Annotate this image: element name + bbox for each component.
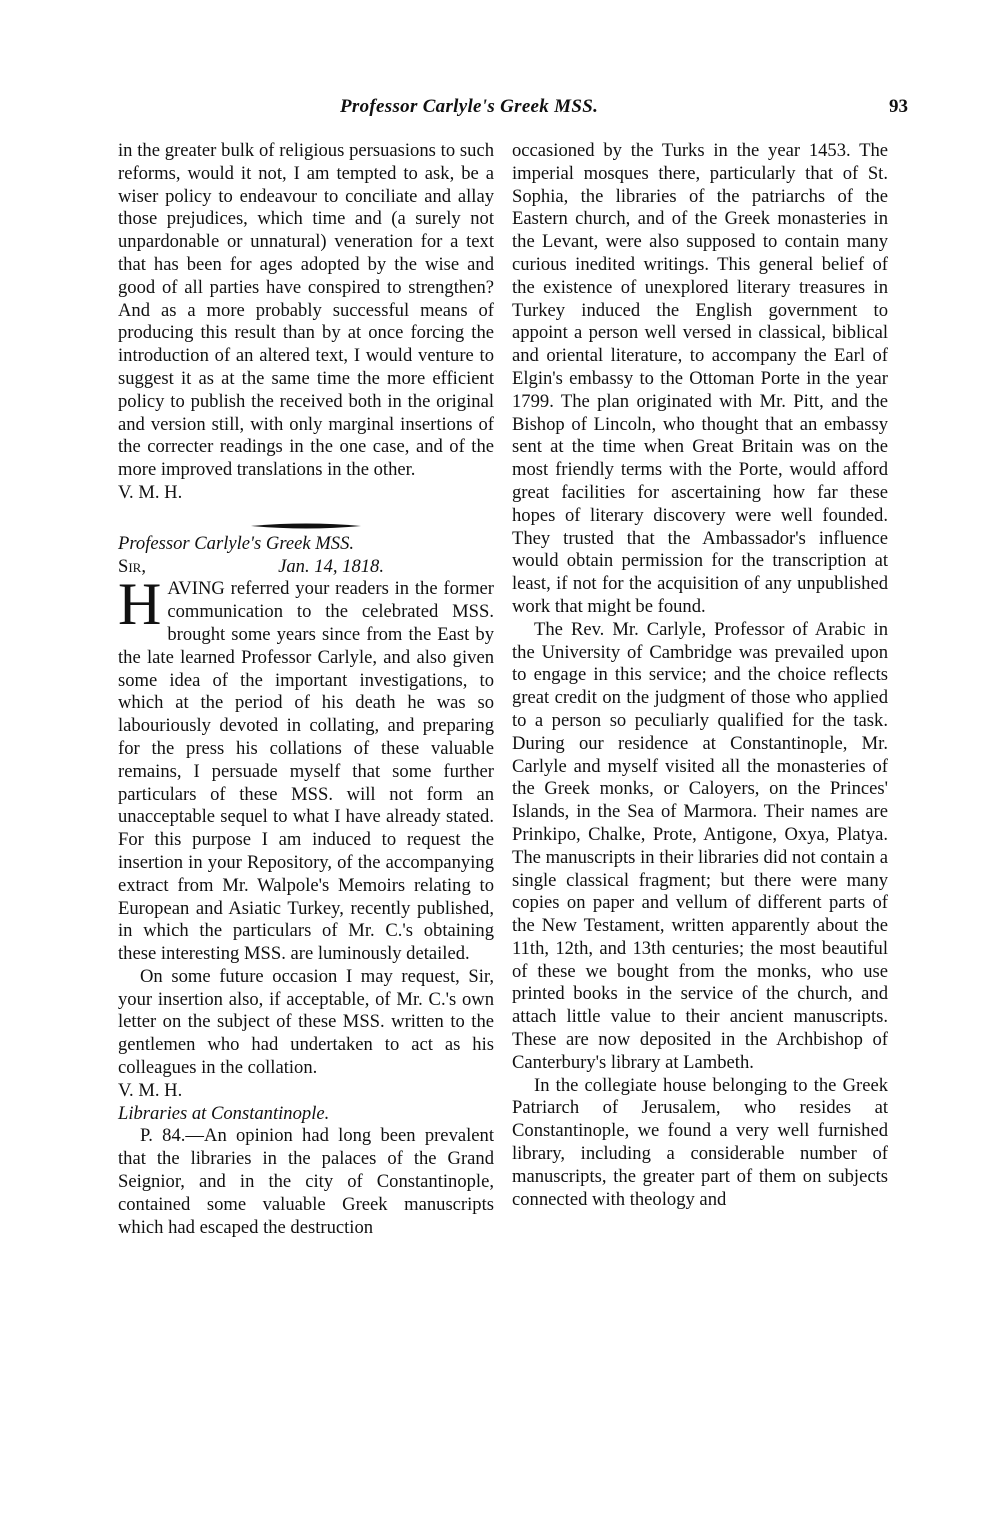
paragraph: in the greater bulk of religious persuasions to such reforms, would it not, I am tempted to ask, be a wiser policy to endeavour to conciliate and allay those prejudices, which time and (a surely not unpardonable or unnatural) veneration for a text that has been for ages adopted by the wise and good of all parties have conspired to strengthen? And as a more probably successful means of producing this result than by at once forcing the introduction of an altered text, I would venture to suggest it as at the same time the more efficient policy to publish the received both in the original and version still, with only marginal insertions of the correcter readings in the one case, and of the more improved translations in the other. (118, 140, 494, 481)
drop-cap: H (118, 571, 162, 638)
left-column (118, 140, 494, 1239)
running-title: Professor Carlyle's Greek MSS. (340, 96, 599, 117)
signature: V. M. H. (118, 1079, 183, 1101)
section-divider (118, 515, 494, 527)
paragraph (118, 571, 494, 966)
paragraph: On some future occasion I may request, Sir, your insertion also, if acceptable, of Mr. C.'s own letter on the subject of these MSS. written to the gentlemen who had undertaken to act as his colleagues in the collation. (118, 965, 494, 1079)
paragraph: occasioned by the Turks in the year 1453. The imperial mosques there, particularly that of St. Sophia, the libraries of the patriarchs of the Eastern church, and of the Greek monasteries in the Levant, were also supposed to contain many curious inedited writings. This general belief of the existence of unexplored literary treasures in Turkey induced the English government to appoint a person well versed in classical, biblical and oriental literature, to accompany the Earl of Elgin's embassy to the Ottoman Porte in the year 1799. The plan originated with Mr. Pitt, and the Bishop of Lincoln, who thought that an embassy sent at the time when Great Britain was on the most friendly terms with the Porte, would afford great facilities for ascertaining how far these hopes of literary discovery were well founded. They trusted that the Ambassador's influence would obtain permission for the transcription at least, if not for the acquisition of any unpublished work that might be found. (512, 140, 888, 617)
paragraph: The Rev. Mr. Carlyle, Professor of Arabic in the University of Cambridge was prevailed upon to engage in this service; and the choice reflects great credit on the judgment of those who applied to a person so peculiarly qualified for the task. During our residence at Constantinople, Mr. Carlyle and myself visited all the monasteries of the Greek monks, or Caloyers, on the Princes' Islands, in the Sea of Marmora. Their names are Prinkipo, Chalke, Prote, Antigone, Oxya, Platya. The manuscripts in their libraries did not contain a single classical fragment; but there were many copies on paper and vellum of different parts of the New Testament, written apparently about the 11th, 12th, and 13th centuries; the most beautiful of these we bought from the monks, who use printed books in the service of the church, and attach little value to their ancient manuscripts. These are now deposited in the Archbishop of Canterbury's library at Lambeth. (512, 618, 888, 1073)
section-title: Libraries at Constantinople. (118, 1102, 330, 1124)
paragraph: In the collegiate house belonging to the Greek Patriarch of Jerusalem, who resides at Constantinople, we found a very well furnished library, including a considerable number of manuscripts, the greater part of them on subjects connected with theology and (512, 1074, 888, 1210)
paragraph-text: AVING referred your readers in the former communication to the celebrated MSS. brought some years since from the East by the late learned Professor Carlyle, and also given some idea of the important investigations, to which at the period of his death he was so labouriously devoted in collating, and preparing for the press his collations of these valuable remains, I persuade myself that some further particulars of these MSS. will not form an unacceptable sequel to what I have already stated. For this purpose I am induced to request the insertion in your Repository, of the accompanying extract from Mr. Walpole's Memoirs relating to European and Asiatic Turkey, recently published, in which the particulars of Mr. C.'s obtaining these interesting MSS. are luminously detailed. (118, 578, 494, 965)
article-title: Professor Carlyle's Greek MSS. (118, 532, 355, 554)
letter-date: Jan. 14, 1818. (278, 555, 384, 577)
page-number: 93 (889, 96, 908, 117)
ornament-rule-icon (251, 521, 361, 531)
page-header (118, 96, 908, 130)
paragraph: P. 84.—An opinion had long been prevalent that the libraries in the palaces of the Grand Seignior, and in the city of Constantinople, contained some valuable Greek manuscripts which had escaped the destruction (118, 1125, 494, 1238)
signature: V. M. H. (118, 481, 183, 503)
salutation: Sir, (118, 555, 146, 577)
right-column (512, 140, 888, 1211)
salutation-line (118, 556, 494, 579)
